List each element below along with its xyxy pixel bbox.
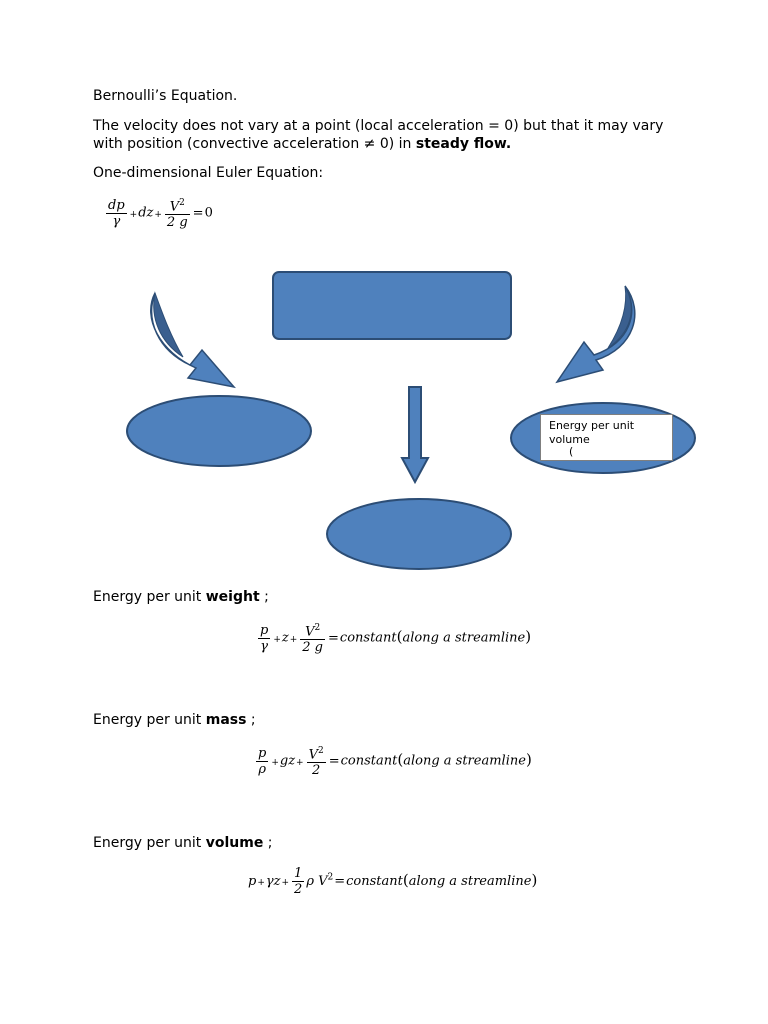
volume-equation: p+γz+ $\frac{1}{2}$ ρ $V^2=constant(along$ a streamline) — [248, 866, 538, 897]
diagram-bottom-ellipse — [327, 499, 511, 569]
diagram-top-box — [273, 272, 511, 339]
diagram-down-arrow — [402, 387, 428, 482]
paragraph-line-2-text: with position (convective acceleration ≠ 0) in — [93, 136, 416, 152]
euler-label: One-dimensional Euler Equation: — [93, 165, 324, 181]
page-heading: Bernoulli’s Equation. — [93, 88, 238, 104]
euler-frac-v2-2g: $\frac{V^2}{2 g}$ — [166, 198, 188, 231]
diagram-textbox-line-2: volume — [549, 433, 590, 446]
diagram-textbox — [540, 414, 673, 461]
euler-equation: $\frac{dp}{\gamma}$ +dz+ $\frac{V^2}{2 g}$ =0 — [108, 197, 213, 231]
paragraph-line-1: The velocity does not vary at a point (local acceleration = 0) but that it may vary — [93, 118, 664, 134]
diagram-textbox-line-3: ( — [569, 445, 574, 458]
diagram-left-ellipse — [127, 396, 311, 466]
diagram-textbox-line-1: Energy per unit — [549, 419, 635, 432]
diagram-left-curved-arrow — [151, 293, 234, 387]
mass-equation: $\frac{p}{\rho}$ +gz+ $\frac{V^2}{2}$ =constant(along a streamline) — [258, 745, 532, 779]
weight-equation: $\frac{p}{\gamma}$ +z+ $\frac{V^2}{2 g}$ =constant(along a streamline) — [260, 622, 532, 656]
euler-frac-dp-gamma: $\frac{dp}{\gamma}$ — [108, 197, 125, 229]
mass-label: Energy per unit mass ; — [93, 712, 256, 728]
weight-label: Energy per unit weight ; — [93, 589, 269, 605]
steady-flow-bold: steady flow. — [415, 136, 512, 152]
volume-label: Energy per unit volume ; — [93, 835, 273, 851]
